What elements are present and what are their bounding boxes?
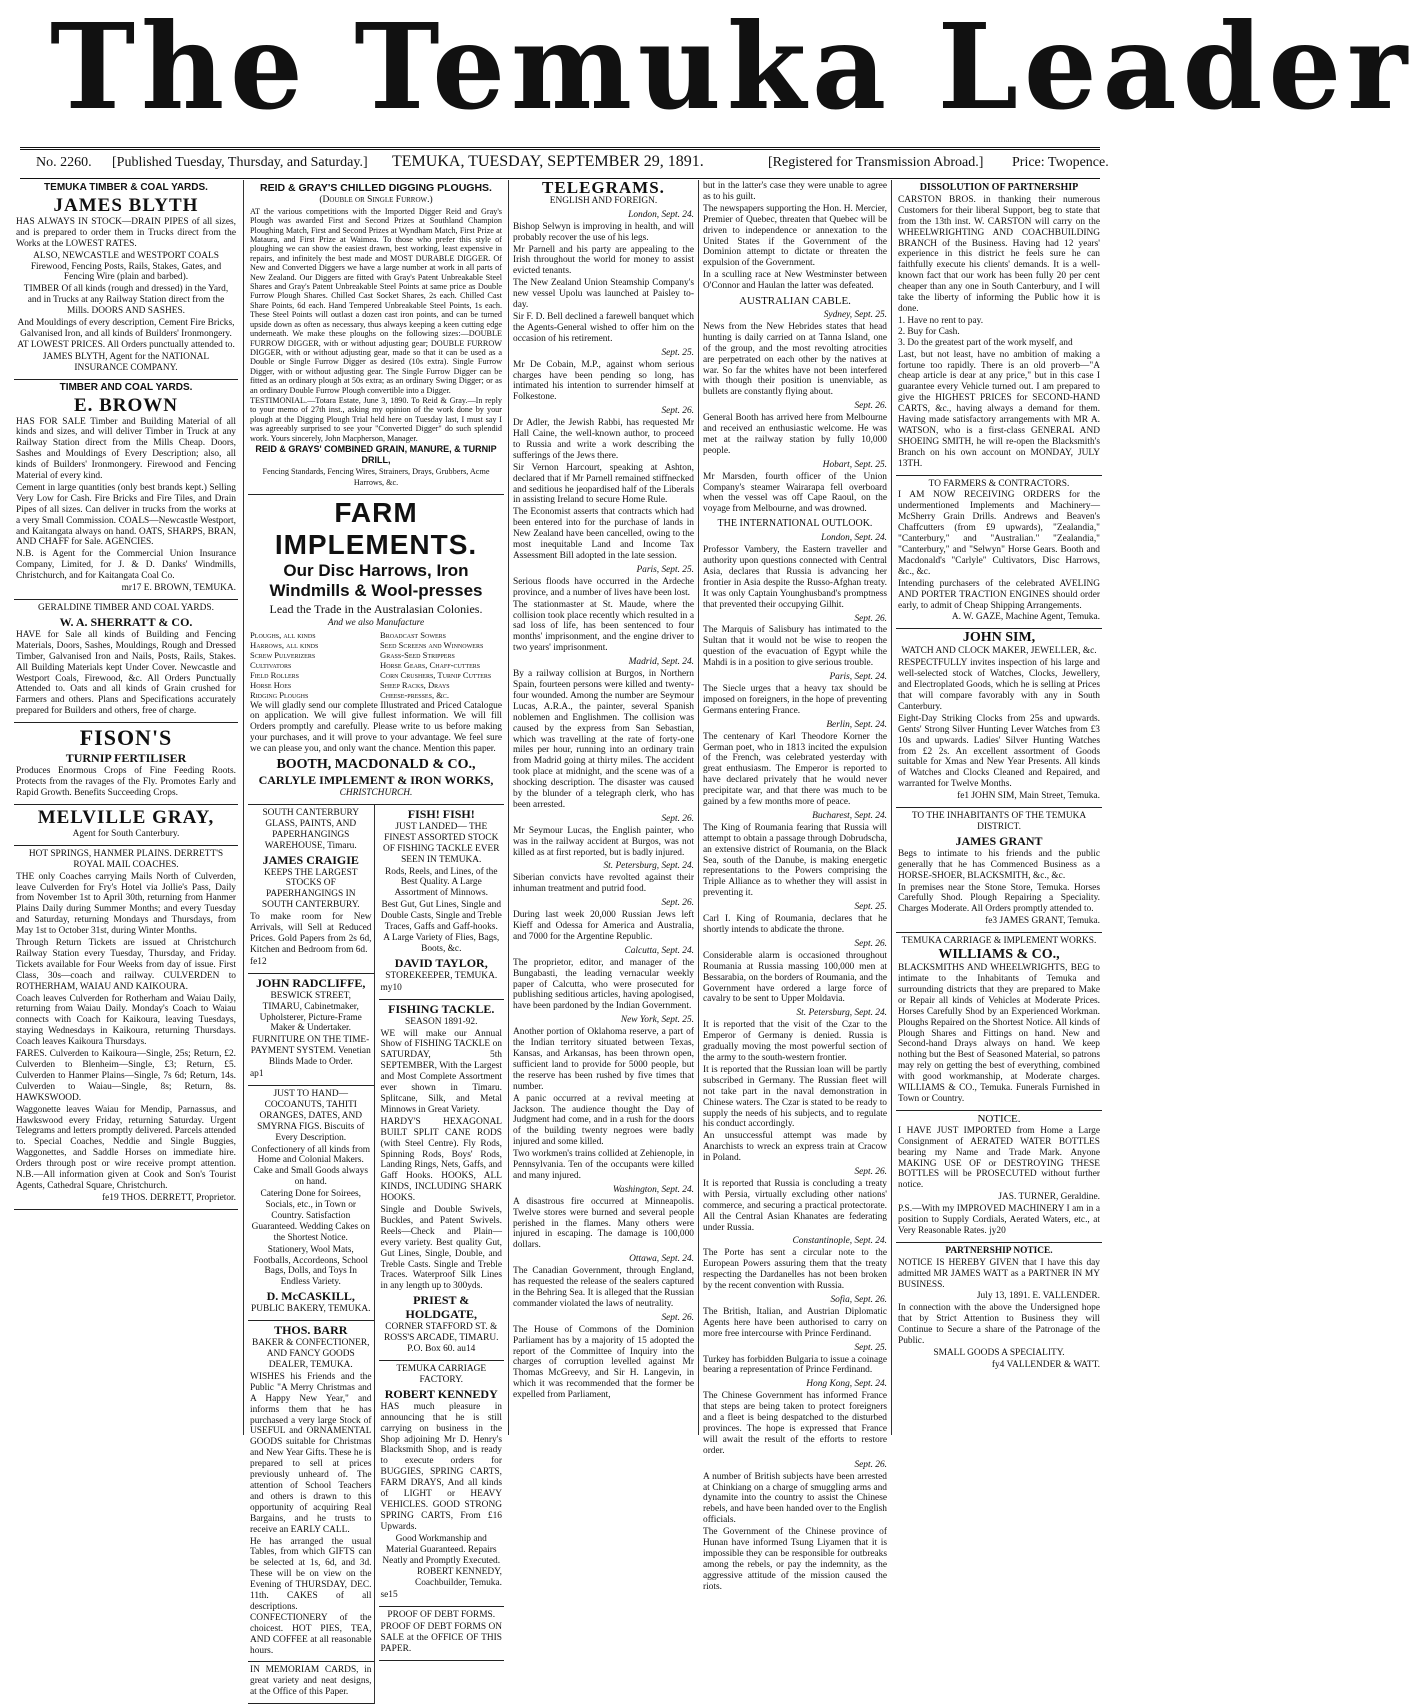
advert-text: To make room for New Arrivals, will Sell at Reduced Prices. Gold Papers from 2s 6d, Kitchen and Bedroom from 6d. [250,912,372,955]
news-item: An unsuccessful attempt was made by Anarchists to wreck an express train at Cracow in Poland. [703,1131,887,1164]
advert-text: WISHES his Friends and the Public "A Merry Christmas and A Happy New Year," and informs them that he has purchased a very large Stock of USEFUL and ORNAMENTAL GOODS suitable for Christmas and New Year Gifts. These he is prepared to sell at prices previously unheard of. The attention of School Teachers and others is drawn to this opportunity of acquiring Real Bargains, and he trusts to receive an EARLY CALL. [250,1371,372,1535]
advertiser-name: PRIEST & HOLDGATE, [405,1293,477,1322]
advert-text: HAS much pleasure in announcing that he is still carrying on business in the Shop adjoining Mr D. Henry's Blacksmith Shop, and is ready to execute orders for BUGGIES, SPRING CARTS, FARM DRAYS, And all kinds of LIGHT or HEAVY VEHICLES. GOOD STRONG SPRING CARTS, From £16 Upwards. [380,1401,502,1532]
issue-date: TEMUKA, TUESDAY, SEPTEMBER 29, 1891. [392,153,704,170]
news-item: The Porte has sent a circular note to the European Powers assuring them that the treaty respecting the Dardanelles has not been broken by the recent convention with Russia. [703,1248,887,1292]
advert-barr [248,1321,374,1662]
dateline: Sept. 26. [854,1459,887,1470]
advertiser-name: JAMES GRANT [955,833,1043,848]
section-heading: AUSTRALIAN CABLE. [739,295,851,308]
advert-signature: fe1 JOHN SIM, Main Street, Temuka. [957,791,1100,802]
advert-text: PROOF OF DEBT FORMS ON SALE at the OFFICE OF THIS PAPER. [380,1622,502,1654]
news-item: Dr Adler, the Jewish Rabbi, has requested Mr Hall Caine, the well-known author, to proceed to Russia and write a work describing the sufferings of the Jews there. [513,418,694,461]
masthead [0,0,1413,145]
news-item: but in the latter's case they were unable to agree as to his guilt. [703,181,887,202]
newspaper-title: The Temuka Leader [50,0,1413,136]
advert-text: ALSO, NEWCASTLE and WESTPORT COALS Firewood, Fencing Posts, Rails, Stakes, Gates, and Fencing Wire (plain and barbed). [30,250,222,283]
advert-text: And we also Manufacture [327,617,425,628]
advert-text: HAVE for Sale all kinds of Building and Fencing Materials, Doors, Sashes, Mouldings, Rough and Dressed Timber, Galvanised Iron and Nails, Posts, Rails, Stakes. All Building Materials kept Under Cover. Newcastle and Westport Coals, Firewood, &c. All Orders Punctually Attended to. Oats and all kinds of Grain crushed for Farmers and others. Plans and Specifications accurately prepared for Builders and others, free of charge. [16,629,236,717]
news-item: Siberian convicts have revolted against their inhuman treatment and putrid food. [513,873,694,895]
column-rule [698,180,699,1435]
dateline: Sept. 26. [854,1167,887,1178]
advert-heading: FISH! FISH! [407,806,475,821]
advert-text: Confectionery of all kinds from Home and Colonial Makers. Cake and Small Goods always on hand. [251,1144,371,1188]
section-subheading: ENGLISH AND FOREIGN. [549,195,658,206]
news-item: It is reported that the Russian loan will be partly subscribed in Germany. The Russian fleet will not take part in the naval demonstration in Chinese waters. The Czar is stated to be ready to supply the needs of his subjects, and to regulate his conduct accordingly. [703,1064,887,1130]
advert-partnership [896,1243,1102,1376]
dateline: London, Sept. 24. [628,209,694,220]
advert-heading: SOUTH CANTERBURY GLASS, PAINTS, AND PAPERHANGINGS WAREHOUSE, Timaru. [262,807,360,851]
dateline: Sept. 26. [854,613,887,624]
advert-craigie [248,805,374,974]
subcolumn-right [374,805,505,1704]
advert-signature: fe3 JAMES GRANT, Temuka. [985,916,1100,927]
news-item: Mr Seymour Lucas, the English painter, who was in the railway accident at Burgos, was not killed as at first reported, but is badly injured. [513,825,694,858]
advert-subheading: WATCH AND CLOCK MAKER, JEWELLER, &c. [901,646,1097,657]
news-item: The newspapers supporting the Hon. H. Mercier, Premier of Quebec, threaten that Quebec will be driven to independence or annexation to the United States if the Government of the Dominion attempt to dictate or threaten the expulsion of the Government. [703,203,887,269]
dateline: St. Petersburg, Sept. 24. [796,1008,887,1019]
section-heading: THE INTERNATIONAL OUTLOOK. [717,518,873,530]
advert-signature: July 13, 1891. E. VALLENDER. [976,1291,1100,1302]
news-item: Mr Marsden, fourth officer of the Union Company's steamer Wairarapa fell overboard when the vessel was off Cape Raoul, on the voyage from Melbourne, and was drowned. [703,471,887,515]
news-item: The Chinese Government has informed France that steps are being taken to protect foreigners and a fleet is being despatched to the disturbed provinces. The hope is expressed that France will await the result of the efforts to restore order. [703,1391,887,1456]
issue-price: Price: Twopence. [1012,155,1109,170]
news-item: The centenary of Karl Theodore Korner the German poet, who in 1813 incited the expulsion of the French, was celebrated yesterday with great enthusiasm. The Emperor is reported to have declared privately that he would never precipitate war, and that there was much to be gained by a few months more of peace. [703,731,887,808]
advert-signature: fe19 THOS. DERRETT, Proprietor. [101,1192,236,1203]
advert-text: NOTICE IS HEREBY GIVEN that I have this day admitted MR JAMES WATT as a PARTNER IN MY BUSINESS. [898,1257,1100,1290]
dateline: Berlin, Sept. 24. [826,719,887,730]
advert-text: N.B. is Agent for the Commercial Union Insurance Company, Limited, for J. & D. Danks' Windmills, Christchurch, and for Kaitangata Coal Co. [16,549,236,582]
dateline: St. Petersburg, Sept. 24. [603,861,694,872]
news-item: Mr De Cobain, M.P., against whom serious charges have been pending so long, has intimated his intention to surrender himself at Folkestone. [513,359,694,403]
advert-text: STOREKEEPER, TEMUKA. [385,970,498,981]
advert-heading: HOT SPRINGS, HANMER PLAINS. DERRETT'S ROYAL MAIL COACHES. [28,848,224,870]
advert-fisons [14,723,238,805]
dateline: London, Sept. 24. [821,533,887,544]
advert-dissolution [896,180,1102,476]
advert-code: my10 [380,982,402,993]
advert-heading: TEMUKA CARRIAGE FACTORY. [396,1364,487,1385]
advert-text: THE only Coaches carrying Mails North of Culverden, leave Culverden for Fry's Hotel via Jollie's Pass, Daily from November 1st to April 30th, returning from Hanmer Plains Daily during Summer Months; and every Tuesday and Saturday, returning Mondays and Thursdays, from May 1st to October 31st, during Winter Months. [16,871,236,937]
split-section [248,805,504,1704]
advert-heading: DISSOLUTION OF PARTNERSHIP [919,182,1079,193]
advert-subheading: (Double or Single Furrow.) [319,194,433,205]
advert-text: HARDY'S HEXAGONAL BUILT SPLIT CANE RODS (with Steel Centre). Fly Rods, Spinning Rods, Boys' Rods, Landing Rings, Nets, Gaffs, and Gaff Hooks. HOOKS, ALL KINDS, INCLUDING SHARK HOOKS. [380,1116,502,1204]
dateline: Hobart, Sept. 25. [822,459,887,470]
advert-blyth [14,180,238,380]
advert-reid-gray [248,180,504,495]
advert-text: In connection with the above the Undersigned hope that by Strict Attention to Business they will Continue to Secure a share of the Patronage of the Public. [898,1303,1100,1347]
advert-text: JUST TO HAND— COCOANUTS, TAHITI ORANGES, DATES, AND SMYRNA FIGS. Biscuits of Every Description. [257,1088,365,1143]
advert-signature: JAMES BLYTH, Agent for the NATIONAL INSURANCE COMPANY. [42,351,210,373]
advert-heading: GERALDINE TIMBER AND COAL YARDS. [38,603,214,613]
advert-text: In premises near the Stone Store, Temuka. Horses Carefully Shod. Plough Repairing a Speciality. Charges Moderate. All Orders promptly attended to. [898,882,1100,915]
dateline: Sept. 26. [661,813,694,824]
advert-text: SMALL GOODS A SPECIALITY. [933,1348,1065,1358]
product-list-right: Broadcast Sowers Seed Screens and Winnowers Grass-Seed Strippers Horse Gears, Chaff-cutters Corn Crushers, Turnip Cutters Sheep Racks, Drays Cheese-presses, &c. [380,629,492,700]
dateline: Sept. 26. [661,406,694,417]
publication-schedule: [Published Tuesday, Thursday, and Saturday.] [112,155,368,170]
dateline: Washington, Sept. 24. [612,1184,694,1195]
advert-text: CARSTON BROS. in thanking their numerous Customers for their liberal Support, beg to state that from the 13th inst. W. CARSTON will carry on the WHEELWRIGHTING AND COACHBUILDING BRANCH of the Business. Having had 12 years' experience in this district he feels sure he can faithfully execute his clients' demands. It is a well-known fact that our work has been fully 20 per cent cheaper than any one in South Canterbury, and I will take the liberty of informing the Public how it is done. [898,194,1100,314]
advertiser-name: MELVILLE GRAY, [37,806,215,828]
news-item: During last week 20,000 Russian Jews left Kieff and Odessa for America and Australia, and 7000 for the Argentine Republic. [513,910,694,942]
column-news-continued [703,180,887,1592]
advert-fishing-tackle [379,1000,505,1361]
advert-grant [896,808,1102,933]
advert-text: Agent for South Canterbury. [72,828,180,839]
advert-text: We will gladly send our complete Illustrated and Priced Catalogue on application. We will give fullest information. We will fill Orders promptly and carefully. Please write to us before making your purchases, and it will prove to your advantage. We feel sure we can please you, and only want the chance. Mention this paper. [250,700,502,755]
advert-text: CHRISTCHURCH. [339,788,413,799]
advertiser-name: E. BROWN [73,394,179,416]
advert-text: Rods, Reels, and Lines, of the Best Quality. A Large Assortment of Minnows. [385,866,498,899]
column-rule [243,180,244,1435]
news-item: It is reported that the visit of the Czar to the Emperor of Germany is denied. Russia is gradually moving the most powerful section of the army to the south-western frontier. [703,1020,887,1063]
news-item: Two workmen's trains collided at Zehienople, in Pennsylvania. Ten of the occupants were killed and many injured. [513,1149,694,1181]
advert-subheading: TURNIP FERTILISER [65,751,187,766]
dateline: Sept. 26. [661,898,694,909]
advert-fares: FARES. Culverden to Kaikoura—Single, 25s; Return, £2. Culverden to Blenheim—Single, £3; Return, £5. Culverden to Hanmer Plains—Single, 7s 6d; Return, 14s. Culverden to Waiau—Single, 8s; Return, 8s. HAWKSWOOD. [16,1049,236,1103]
advert-text: BAKER & CONFECTIONER, AND FANCY GOODS DEALER, TEMUKA. [252,1338,370,1370]
advert-radcliffe [248,974,374,1086]
advert-gaze [896,476,1102,630]
news-item: By a railway collision at Burgos, in Northern Spain, fourteen persons were killed and twenty-four wounded. Among the number are Seymour Lucas, A.R.A., the painter, several Spanish noblemen and Englishmen. The collision was caused by the express from San Sebastian, which was travelling at the rate of forty-one miles per hour, running into an ordinary train from Madrid going at thirty miles. The accident took place at midnight, and the scene was of a shocking description. The disaster was caused by the blunder of a telegraph clerk, who has been arrested. [513,669,694,810]
news-item: It is reported that Russia is concluding a treaty with Persia, virtually excluding other nations' commerce, and securing a practical protectorate. All the Central Asian Khanates are federating under Russia. [703,1178,887,1233]
advert-signature: mr17 E. BROWN, TEMUKA. [121,583,236,594]
advert-heading: FISHING TACKLE. [388,1001,495,1016]
advert-sim [896,629,1102,808]
advertiser-name: JAMES CRAIGIE [262,852,359,867]
advert-text: BLACKSMITHS AND WHEELWRIGHTS, BEG to intimate to the Inhabitants of Temuka and surrounding districts that they are prepared to Make or Repair all kinds of Vehicles at Moderate Prices. Horses Carefully Shod by an Experienced Workman. Ploughs Repaired on the Shortest Notice. All kinds of Plough Shares and Fittings on hand. New and Second-hand Drays always on hand. We keep nothing but the Best of Seasoned Material, so patrons may rely on getting the best of everything, combined with good workmanship, at Moderate charges. WILLIAMS & CO., Temuka. Funerals Furnished in Town or Country. [898,963,1100,1104]
advert-brown [14,380,238,600]
news-item: The House of Commons of the Dominion Parliament has by a majority of 15 adopted the report of the Committee of Inquiry into the charges of corruption levelled against Mr Thomas McGreevy, and Sir H. Langevin, in which it was recommended that the former be expelled from Parliament, [513,1324,694,1401]
advertiser-name: DAVID TAYLOR, [394,955,488,970]
advert-text: BESWICK STREET, TIMARU, Cabinetmaker, Upholsterer, Picture-Frame Maker & Undertaker. [259,990,362,1034]
dateline: Paris, Sept. 24. [829,672,887,683]
advert-heading: TO THE INHABITANTS OF THE TEMUKA DISTRICT. [911,811,1087,832]
advertiser-name: JAMES BLYTH [53,194,199,216]
advertiser-name: FISON'S [79,725,173,751]
news-item: Turkey has forbidden Bulgaria to issue a coinage bearing a representation of Prince Ferdinand. [703,1354,887,1376]
advert-code: fe12 [250,956,267,967]
advert-text: CORNER STAFFORD ST. & ROSS'S ARCADE, TIMARU. P.O. Box 60. au14 [383,1322,499,1355]
advertiser-name: D. McCASKILL, [266,1289,355,1304]
column-rule [508,180,509,1435]
news-item: Professor Vambery, the Eastern traveller and authority upon questions connected with Central Asia, declares that Russia is advancing her frontier in Asia despite the Russo-Afghan treaty. It was only Captain Younghusband's promptness that prevented their occupying Gilhit. [703,545,887,610]
advert-signature: ROBERT KENNEDY, Coachbuilder, Temuka. [414,1567,502,1589]
advert-text: Through Return Tickets are issued at Christchurch Railway Station every Tuesday, Thursday, and Friday. Tickets available for Four Weeks from day of issue. First Class, 30s—coach and railway. CULVERDEN to ROTHERHAM, WAIAU AND KAIKOURA. [16,938,236,992]
column-7 [896,180,1102,1435]
news-item: The British, Italian, and Austrian Diplomatic Agents here have been authorised to carry on more free intercourse with Prince Ferdinand. [703,1306,887,1339]
news-item: General Booth has arrived here from Melbourne and received an enthusiastic welcome. He was met at the railway station by fully 10,000 people. [703,413,887,456]
advert-heading: TO FARMERS & CONTRACTORS. [928,478,1070,489]
advertiser-name: BOOTH, MACDONALD & CO., [276,757,476,773]
advert-text: Cement in large quantities (only best brands kept.) Selling Very Low for Cash. Fire Bricks and Fire Tiles, and Drain Pipes of all sizes. Can deliver in trucks from the works at a very Small Commission. COALS—Newcastle Westport, and Kaitangata always on hand. OATS, SHARPS, BRAN, AND CHAFF for Sale. AGENCIES. [16,482,236,548]
advert-text: FURNITURE ON THE TIME-PAYMENT SYSTEM. Venetian Blinds Made to Order. [250,1035,371,1068]
advert-turner [896,1111,1102,1243]
advert-kennedy [379,1361,505,1607]
dateline: New York, Sept. 25. [620,1015,694,1026]
dateline: Calcutta, Sept. 24. [624,945,694,956]
advert-heading: PARTNERSHIP NOTICE. [945,1245,1053,1256]
advertiser-name: WILLIAMS & CO., [938,947,1060,963]
advert-derrett [14,846,238,1210]
column-telegrams [513,180,694,1435]
advert-text: Last, but not least, have no ambition of making a fortune too rapidly. There is an old proverb—"A cheap article is dear at any price," but in this case I guarantee every Vehicle turned out. I am prepared to give the HIGHEST PRICES for SECOND-HAND CARTS, &c., having always a demand for them. Having made satisfactory arrangements with MR A. WATSON, who is a first-class GENERAL AND SHOEING SMITH, he will re-open the Blacksmith's Branch on his own account on MONDAY, JULY 13TH. [898,349,1100,469]
dateline: Sept. 25. [854,1342,887,1353]
advert-gray [14,805,238,846]
news-item: The stationmaster at St. Maude, where the collision took place recently which resulted in a sad loss of life, has been sentenced to four months' imprisonment, and the engine driver to two years' imprisonment. [513,599,694,654]
advert-williams [896,933,1102,1111]
advert-text: And Mouldings of every description, Cement Fire Bricks, Galvanised Iron, and all kinds of Builders' Ironmongery. AT LOWEST PRICES. All Orders punctually attended to. [17,318,235,350]
advert-farm-implements [248,495,504,805]
product-list-left: Ploughs, all kinds Harrows, all kinds Screw Pulverizers Cultivators Field Rollers Horse Hoes Ridging Ploughs [250,629,319,700]
advert-text: Produces Enormous Crops of Fine Feeding Roots. Protects from the ravages of the Fly. Promotes Early and Rapid Growth. Benefits Succeeding Crops. [16,766,236,798]
advert-text: Good Workmanship and Material Guaranteed. Repairs Neatly and Promptly Executed. [382,1533,501,1566]
dateline: Madrid, Sept. 24. [628,657,694,668]
news-item: The Government of the Chinese province of Hunan have informed Tsung Liyamen that it is impossible they can be responsible for outbreaks among the rebels, or pay the indemnity, as the aggressive attitude of the mission caused the riots. [703,1527,887,1592]
advert-heading: REID & GRAY'S CHILLED DIGGING PLOUGHS. [260,182,492,194]
advert-text: KEEPS THE LARGEST STOCKS OF PAPERHANGINGS IN SOUTH CANTERBURY. [261,867,360,911]
advert-proof-of-debt [379,1607,505,1661]
advert-subheading: Our Disc Harrows, Iron Windmills & Wool-presses [269,560,483,600]
dateline: Sydney, Sept. 25. [823,309,887,320]
subcolumn-left [248,805,374,1704]
advert-text: Catering Done for Soirees, Socials, etc., in Town or Country. Satisfaction Guaranteed. Wedding Cakes on the Shortest Notice. [251,1189,370,1243]
advert-text: HAS ALWAYS IN STOCK—DRAIN PIPES of all sizes, and is prepared to order them in Trucks direct from the Works at the LOWEST RATES. [16,216,236,249]
registration-note: [Registered for Transmission Abroad.] [768,155,984,170]
advert-text: Best Gut, Gut Lines, Single and Double Casts, Single and Treble Traces, Gaffs and Gaff-hooks. A Large Variety of Flies, Bags, Boots, &c. [380,900,502,954]
news-item: The Marquis of Salisbury has intimated to the Sultan that it would not be wise to reopen the question of the evacuation of Egypt while the Mahdi is in a position to give serious trouble. [703,625,887,669]
advert-testimonial: TESTIMONIAL.—Totara Estate, June 3, 1890. To Reid & Gray.—In reply to your memo of 27th inst., asking my opinion of the work done by your plough at the Digging Plough Trial held here on Tuesday last, I must say I was agreeably surprised to see your "Converted Digger" do such splendid work. Yours sincerely, John Macpherson, Manager. [250,395,502,443]
news-item: Bishop Selwyn is improving in health, and will probably recover the use of his legs. [513,221,694,243]
advert-subheading: SEASON 1891-92. [405,1016,478,1027]
dateline: Sept. 26. [854,938,887,949]
news-item: In a sculling race at New Westminster between O'Connor and Haulan the latter was defeated. [703,270,887,292]
dateline: Constantinople, Sept. 24. [792,1236,887,1247]
advert-text: Single and Double Swivels, Buckles, and Patent Swivels. Reels—Check and Plain—every variety. Best quality Gut, Gut Lines, Single, Double, and Treble Casts. Single and Treble Traces. Waterproof Silk Lines in any length up to 300yds. [380,1205,502,1292]
news-item: Sir F. D. Bell declined a farewell banquet which the Agents-General wished to offer him on the occasion of his retirement. [513,311,694,344]
advert-code: se15 [380,1590,398,1601]
news-item: A panic occurred at a revival meeting at Jackson. The audience thought the Day of Judgment had come, and in a rush for the doors of the building twenty negroes were badly injured and some killed. [513,1093,694,1148]
advert-mccaskill [248,1086,374,1321]
advert-text: I HAVE JUST IMPORTED from Home a Large Consignment of AERATED WATER BOTTLES bearing my Name and Trade Mark. Anyone MAKING USE OF or DESTROYING THESE BOTTLES will be PROSECUTED without further notice. [898,1125,1100,1191]
news-item: The King of Roumania fearing that Russia will attempt to obtain a passage through Dobrudscha, an extensive district of Roumania, on the Black Sea, south of the Danube, is making energetic representations to the Powers comprising the Triple Alliance as to whether they will assist in preventing it. [703,822,887,899]
advert-text: WE will make our Annual Show of FISHING TACKLE on SATURDAY, 5th SEPTEMBER, With the Largest and Most Complete Assortment ever shown in Timaru. Splitcane, Silk, and Metal Minnows in Great Variety. [380,1028,502,1115]
news-item: News from the New Hebrides states that head hunting is daily carried on at Tanna Island, one of the group, and the most revolting atrocities are perpetrated on each other by the natives at war. So far the whites have not been interfered with though their position is unenviable, as bullets are constantly flying about. [703,321,887,398]
product-list [250,630,502,700]
dateline: Hong Kong, Sept. 24. [806,1379,887,1390]
advert-memoriam [248,1662,374,1704]
advert-heading: TEMUKA CARRIAGE & IMPLEMENT WORKS. [901,936,1097,947]
dateline: Sept. 26. [854,401,887,412]
advert-text: I AM NOW RECEIVING ORDERS for the undermentioned Implements and Machinery—McSherry Grain Drills. Andrews and Beaven's Chaffcutters (from £9 upwards), "Zealandia," "Canterbury," and "Australian." "Zealandia," "Canterbury," and "Selwyn" Horse Gears. Booth and Macdonald's "Carlyle" Cultivators, Disc Harrows, &c., &c. [898,490,1100,577]
column-2-wide [248,180,504,1698]
dateline: Paris, Sept. 25. [636,564,694,575]
advert-signature: fy4 VALLENDER & WATT. [991,1359,1100,1370]
advert-text: Fencing Standards, Fencing Wires, Strainers, Drays, Grubbers, Acme Harrows, &c. [262,466,490,487]
news-item: The New Zealand Union Steamship Company's new vessel Upolu was launched at Paisley to-day. [513,278,694,311]
news-item: The Economist asserts that contracts which had been entered into for the purchase of lands in New Zealand have been cancelled, owing to the most inequitable Land and Income Tax Assessment Bill adopted in the late session. [513,507,694,561]
advert-text: RESPECTFULLY invites inspection of his large and well-selected stock of Watches, Clocks, Jewellery, and Electroplated Goods, which he is selling at Prices that will compare favorably with any in South Canterbury. [898,658,1100,712]
column-rule [891,180,892,1435]
news-item: Sir Vernon Harcourt, speaking at Ashton, declared that if Mr Parnell remained stiffnecked and seditious he jeopardised half of the Liberals in assisting Ireland to secure Home Rule. [513,462,694,506]
dateline: Ottawa, Sept. 24. [629,1254,694,1265]
advert-text: Intending purchasers of the celebrated AVELING AND PORTER TRACTION ENGINES should order early, to admit of Cheap Shipping Arrangements. [898,578,1100,611]
news-item: Carl I. King of Roumania, declares that he shortly intends to abdicate the throne. [703,914,887,935]
news-item: The proprietor, editor, and manager of the Bungabasti, the leading vernacular weekly paper of Calcutta, who were prosecuted for publishing seditious articles, having apologised, have been pardoned by the Indian Government. [513,957,694,1012]
advert-text: Eight-Day Striking Clocks from 25s and upwards. Gents' Strong Silver Hunting Lever Watches from £3 10s and upwards. Ladies' Silver Hunting Watches from £2 2s. An excellent assortment of Goods suitable for Xmas and New Year Presents. All kinds of Watches and Clocks Cleaned and Repaired, and warranted for Twelve Months. [898,713,1100,790]
advert-text: PUBLIC BAKERY, TEMUKA. [251,1304,371,1315]
dateline: Sofia, Sept. 26. [830,1295,887,1305]
news-item: The Siecle urges that a heavy tax should be imposed on foreigners, in the hope of preventing Germans entering France. [703,683,887,716]
advert-code: ap1 [250,1069,264,1080]
advert-text: HAS FOR SALE Timber and Building Material of all kinds and sizes, and will deliver Timber in Truck at any Railway Station direct from the Mills Cheap. Doors, Sashes and Mouldings of Every Description; also, all kinds of Builders' Ironmongery. Firewood and Fencing Material of every kind. [16,416,236,482]
advert-signature: A. W. GAZE, Machine Agent, Temuka. [951,612,1100,623]
advert-text: Begs to intimate to his friends and the public generally that he has Commenced Business as a HORSE-SHOER, BLACKSMITH, &c., &c. [898,848,1100,881]
news-item: A number of British subjects have been arrested at Chinkiang on a charge of smuggling arms and dynamite into the country to assist the Chinese rebels, and have been handed over to the English officials. [703,1471,887,1526]
advert-heading: NOTICE. [977,1112,1021,1125]
news-item: Considerable alarm is occasioned throughout Roumania at Russia massing 100,000 men at Bessarabia, on the borders of Roumania, and the Government have ordered a large force of cavalry to be sent to Upper Moldavia. [703,950,887,1005]
advert-text: Lead the Trade in the Australasian Colonies. [269,601,483,616]
section-heading: TELEGRAMS. [542,178,665,197]
advert-text: P.S.—With my IMPROVED MACHINERY I am in a position to Supply Cordials, Aerated Waters, etc., at Very Reasonable Rates. jy20 [898,1204,1100,1236]
advert-heading: REID & GRAYS' COMBINED GRAIN, MANURE, & TURNIP DRILL, [255,443,497,465]
advert-text: TIMBER Of all kinds (rough and dressed) in the Yard, and in Trucks at any Railway Station direct from the Mills. DOORS AND SASHES. [23,284,229,317]
advert-heading: FARM IMPLEMENTS. [274,496,478,560]
advert-text: Coach leaves Culverden for Rotherham and Waiau Daily, returning from Waiau Daily. Monday's Coach to Waiau connects with Coach for Kaikoura, leaving Tuesdays, staying Wednesdays in Kaikoura, returning Thursdays. Coach leaves Kaikoura Thursdays. [16,993,236,1048]
advert-text: He has arranged the usual Tables, from which GIFTS can be selected at 1s, 6d, and 3d. These will be on view on the Evening of THURSDAY, DEC. 11th. CAKES of all descriptions. CONFECTIONERY of the choicest. HOT PIES, TEA, AND COFFEE at all reasonable hours. [250,1536,372,1656]
advertiser-name: W. A. SHERRATT & CO. [59,614,193,629]
dateline: Sept. 25. [661,347,694,358]
news-item: A disastrous fire occurred at Minneapolis. Twelve stores were burned and several people perished in the flames. Many others were injured in escaping. The damage is 100,000 dollars. [513,1196,694,1251]
advert-text: Waggonette leaves Waiau for Mendip, Parnassus, and Hawkswood every Friday, returning Saturday. Urgent Telegrams and letters promptly delivered. Parcels attended to. Special Coaches, Neddie and Single Buggies, Waggonettes, and Saddle Horses on immediate hire. Orders through post or wire receive prompt attention. N.B.—All information given at Cook and Son's Tourist Agents, Cathedral Square, Christchurch. [16,1104,236,1191]
advert-heading: PROOF OF DEBT FORMS. [387,1610,496,1621]
advert-text: Stationery, Wool Mats, Footballs, Accordeons, School Bags, Dolls, and Toys In Endless Variety. [253,1244,369,1288]
advert-fish [379,805,505,1000]
column-1 [14,180,238,1435]
dateline: Bucharest, Sept. 24. [812,810,887,821]
issue-number: No. 2260. [36,155,92,170]
advert-text: JUST LANDED— THE FINEST ASSORTED STOCK OF FISHING TACKLE EVER SEEN IN TEMUKA. [382,821,500,865]
advert-subheading: CARLYLE IMPLEMENT & IRON WORKS, [258,773,494,788]
advertiser-name: THOS. BARR [274,1323,348,1338]
advertiser-name: ROBERT KENNEDY [384,1386,498,1401]
dateline-bar [20,147,1109,179]
dateline: Sept. 25. [854,902,887,913]
advert-text: IN MEMORIAM CARDS, in great variety and neat designs, at the Office of this Paper. [250,1665,372,1698]
dateline: Sept. 26. [661,1312,694,1323]
advertiser-name: JOHN SIM, [962,630,1036,646]
news-item: The Canadian Government, through England, has requested the release of the sealers captured in the Behring Sea. It is alleged that the Russian commander violated the laws of neutrality. [513,1266,694,1309]
news-item: Serious floods have occurred in the Ardeche province, and a number of lives have been lost. [513,576,694,598]
advert-list: 1. Have no rent to pay. 2. Buy for Cash. 3. Do the greatest part of the work myself, and [898,315,1073,348]
advert-heading: TIMBER AND COAL YARDS. [59,381,193,393]
news-item: Another portion of Oklahoma reserve, a part of the Indian territory situated between Texas, Kansas, and Arkansas, has been thrown open, sufficient land to provide for 5000 people, but the reserve has been rushed by five times that number. [513,1027,694,1092]
news-item: Mr Parnell and his party are appealing to the Irish throughout the world for money to assist evicted tenants. [513,244,694,277]
advert-text: AT the various competitions with the Imported Digger Reid and Gray's Plough was awarded First and Second Prizes at Southland Champion Ploughing Match, First and Second Prizes at Wyndham Match, First Prize at Mataura, and First Prize at Waimea. To those who prefer this style of ploughing we can show the easiest drawn, best working, least expensive in repairs, and infinitely the best made and MOST DURABLE DIGGER. Of New and Converted Diggers we have a large number at work in all parts of New Zealand. Our Diggers are fitted with Gray's Patent Unbreakable Steel Shares and Gray's Patent Unbreakable Steel Points at same price as Double Furrow Plough Shares. Chilled Cast Socket Shares, 2s each. Chilled Cast Share Points, 6d each. Hand Tempered Unbreakable Steel Points, 1s each. These Steel Points will outlast a dozen cast iron points, and can be turned upside down as often as necessary, thus always keeping a keen cutting edge underneath. We make these ploughs on the following sizes:—DOUBLE FURROW DIGGER, with or without adjusting gear; DOUBLE FURROW DIGGER, with or without adjusting gear, made so that it can be used as a Double or Single Furrow Digger as desired (10s extra). Single Furrow Digger, with or without adjusting gear. The Single Furrow Digger can be fitted as an ordinary plough at 50s extra; as an ordinary Swing Digger; or as an ordinary Double Furrow Plough convertible into a Digger. [250,206,502,395]
advertiser-name: JOHN RADCLIFFE, [256,975,366,990]
advert-heading: TEMUKA TIMBER & COAL YARDS. [44,182,208,193]
advert-signature: JAS. TURNER, Geraldine. [998,1192,1100,1203]
advert-sherratt [14,600,238,723]
